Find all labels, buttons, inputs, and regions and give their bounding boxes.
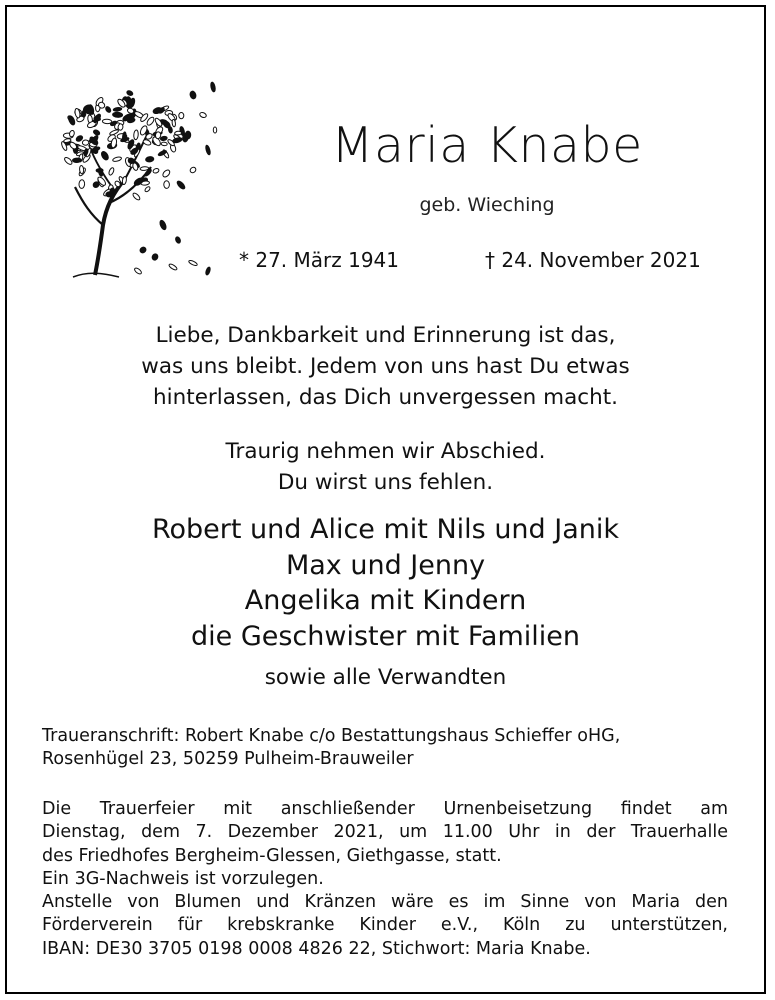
leaf-mark [152, 168, 159, 174]
leaf-mark [113, 107, 122, 112]
leaf-mark [185, 131, 190, 139]
service-line: Anstelle von Blumen und Kränzen wäre es im Sinne von Maria den [42, 892, 728, 913]
deceased-name: Maria Knabe [331, 117, 643, 174]
service-line: IBAN: DE30 3705 0198 0008 4826 22, Stichwort: Maria Knabe. [42, 938, 591, 959]
leaf-mark [102, 119, 112, 124]
leaf-mark [142, 139, 151, 146]
condolence-address [42, 725, 728, 772]
leaf-mark [188, 260, 198, 267]
quote-line: hinterlassen, das Dich unvergessen macht. [153, 385, 618, 410]
leaf-mark [79, 165, 84, 174]
leaf-mark [82, 140, 89, 145]
leaf-mark [72, 158, 81, 163]
leaf-mark [164, 181, 170, 189]
leaf-mark [189, 166, 197, 174]
leaf-mark [145, 156, 154, 162]
leaf-mark [175, 236, 182, 244]
relatives-line: sowie alle Verwandten [264, 665, 507, 690]
leaf-mark [172, 119, 176, 127]
leaf-mark [205, 267, 211, 276]
birth-date: * 27. März 1941 [239, 248, 400, 272]
obituary-card [5, 5, 766, 994]
service-line: Förderverein für krebskranke Kinder e.V., Köln zu unterstützen, [42, 915, 728, 936]
leaf-mark [105, 106, 112, 114]
leaf-mark [108, 167, 115, 176]
leaf-mark [126, 90, 133, 97]
leaf-mark [134, 267, 143, 275]
leaf-mark [199, 112, 207, 119]
service-line: Ein 3G-Nachweis ist vorzulegen. [42, 868, 324, 889]
windblown-tree-icon [43, 75, 221, 285]
farewell-line: Du wirst uns fehlen. [277, 470, 494, 495]
leaf-mark [112, 112, 122, 118]
leaf-mark [160, 136, 167, 141]
death-date: † 24. November 2021 [485, 248, 701, 272]
leaf-mark [127, 107, 135, 114]
service-line: des Friedhofes Bergheim-Glessen, Giethgasse, statt. [42, 845, 502, 866]
mourner-line: die Geschwister mit Familien [190, 620, 581, 652]
mourner-line: Robert und Alice mit Nils und Janik [151, 514, 620, 545]
address-line: Traueranschrift: Robert Knabe c/o Bestattungshaus Schieffer oHG, [42, 726, 621, 746]
leaf-mark [159, 220, 167, 231]
leaf-mark [161, 142, 167, 146]
leaf-mark [151, 253, 159, 261]
service-details [42, 798, 728, 961]
leaf-mark [93, 129, 101, 136]
leaf-mark [69, 130, 75, 137]
farewell-line: Traurig nehmen wir Abschied. [225, 439, 546, 464]
leaf-mark [189, 90, 197, 99]
leaf-mark [133, 130, 138, 140]
leaf-mark [162, 169, 171, 178]
leaf-mark [132, 192, 141, 201]
leaf-mark [176, 180, 186, 190]
leaf-mark [155, 132, 161, 139]
service-line: Dienstag, dem 7. Dezember 2021, um 11.00 Uhr in der Trauerhalle [42, 822, 728, 843]
mourner-line: Angelika mit Kindern [244, 585, 527, 616]
memorial-quote [7, 320, 764, 413]
leaf-mark [118, 123, 124, 130]
mourners-list [7, 512, 764, 654]
service-line: Die Trauerfeier mit anschließender Urnenbeisetzung findet am [42, 799, 728, 819]
leaf-mark [205, 145, 211, 155]
leaf-mark [79, 180, 85, 189]
leaf-mark [172, 137, 182, 144]
leaf-mark [213, 127, 217, 133]
leaf-mark [63, 156, 73, 165]
mourner-line: Max und Jenny [285, 549, 486, 581]
leaf-mark [112, 156, 122, 162]
leaf-mark [100, 150, 110, 161]
quote-line: was uns bleibt. Jedem von uns hast Du etwas [141, 354, 630, 379]
leaf-mark [139, 246, 147, 254]
leaf-mark [67, 115, 76, 126]
leaf-mark [96, 168, 103, 172]
leaf-mark [179, 112, 184, 118]
leaf-mark [144, 186, 151, 193]
maiden-name: geb. Wieching [419, 194, 555, 216]
leaf-mark [168, 263, 178, 271]
address-line: Rosenhügel 23, 50259 Pulheim-Brauweiler [42, 749, 414, 770]
leaf-mark [140, 166, 149, 170]
leaf-mark [154, 117, 163, 127]
quote-line: Liebe, Dankbarkeit und Erinnerung ist das, [155, 323, 616, 348]
leaf-mark [168, 126, 173, 133]
leaf-mark [210, 82, 216, 92]
farewell-text [7, 436, 764, 498]
